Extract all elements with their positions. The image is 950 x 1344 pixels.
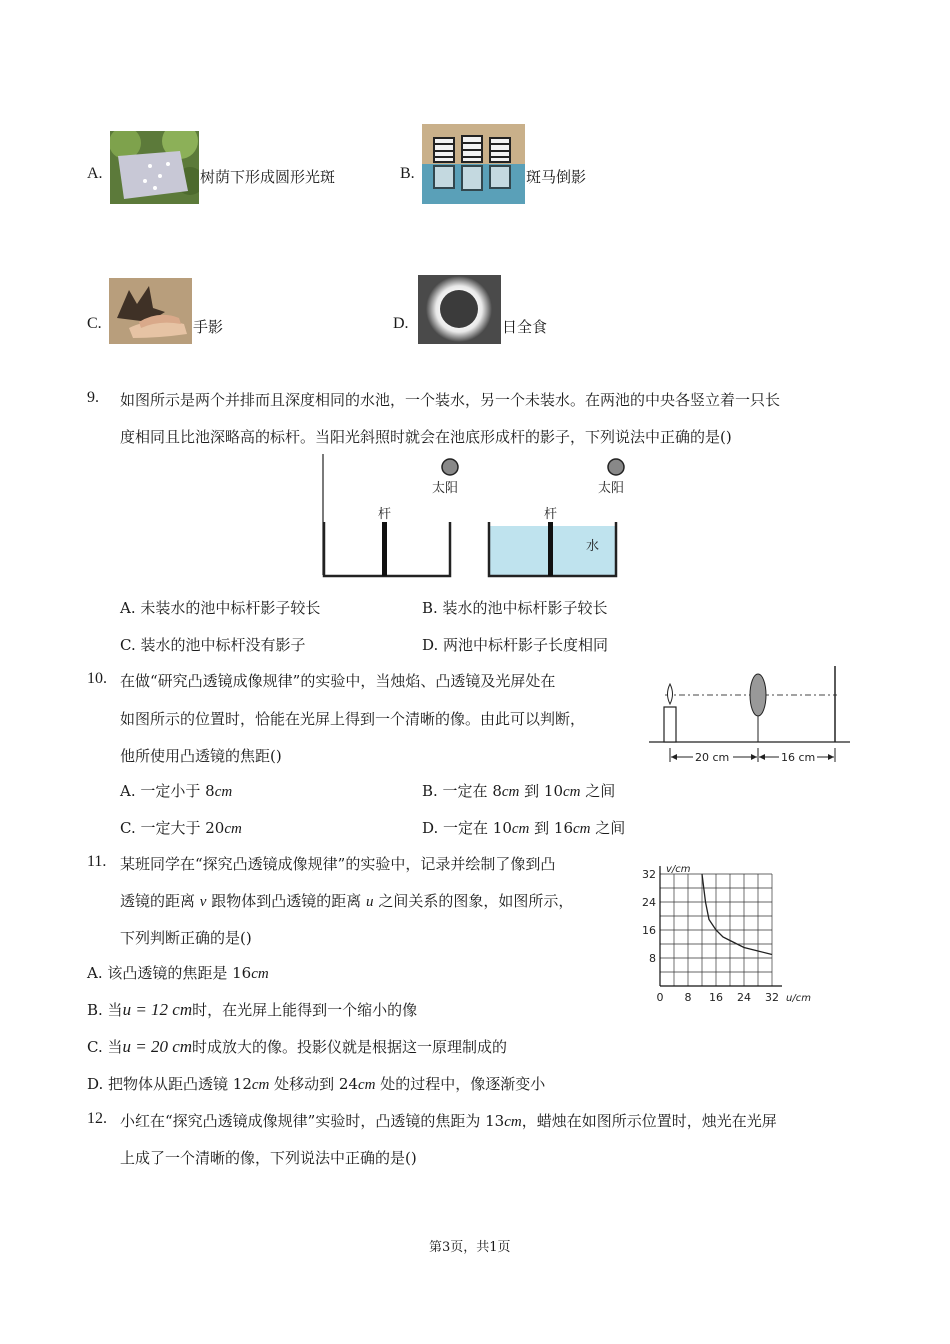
q8-option-c-caption: 手影 — [193, 318, 224, 336]
q9-pool-figure — [318, 452, 638, 584]
q10-lens-figure — [645, 662, 855, 768]
q8-option-b-letter: B. — [400, 165, 415, 182]
q9-option-d: D. 两池中标杆影子长度相同 — [422, 636, 609, 654]
q11-option-c: C. 当u = 20 cm时成放大的像。投影仪就是根据这一原理制成的 — [87, 1037, 508, 1056]
q9-text-line2: 度相同且比池深略高的标杆。当阳光斜照时就会在池底形成杆的影子，下列说法中正确的是() — [120, 428, 732, 446]
x-tick-label: 32 — [765, 991, 779, 1004]
chart-ticks — [642, 868, 779, 1004]
q8-option-a-caption: 树荫下形成圆形光斑 — [200, 168, 336, 186]
q9-option-b: B. 装水的池中标杆影子较长 — [422, 599, 608, 617]
q11-number: 11. — [87, 853, 107, 870]
water-label: 水 — [586, 539, 600, 554]
q8-option-a-letter: A. — [87, 165, 103, 182]
q12-text-line1: 小红在“探究凸透镜成像规律”实验时，凸透镜的焦距为 13cm，蜡烛在如图所示位置时，烛光在光屏 — [120, 1112, 777, 1130]
q11-text-line3: 下列判断正确的是() — [120, 929, 252, 947]
left-sun-label: 太阳 — [432, 481, 459, 496]
q11-text-line1: 某班同学在“探究凸透镜成像规律”的实验中，记录并绘制了像到凸 — [120, 855, 556, 873]
tree-shade-photo — [110, 131, 199, 204]
left-pole-label: 杆 — [378, 507, 392, 522]
y-tick-label: 16 — [642, 924, 656, 937]
chart-series-line — [702, 874, 772, 955]
right-pole — [548, 522, 553, 576]
candle — [664, 707, 676, 742]
hand-shadow-photo — [109, 278, 192, 344]
q10-text-line2: 如图所示的位置时，恰能在光屏上得到一个清晰的像。由此可以判断， — [120, 710, 586, 728]
q8-option-d-caption: 日全食 — [502, 318, 548, 336]
solar-eclipse-photo — [418, 275, 501, 344]
q10-text-line1: 在做“研究凸透镜成像规律”的实验中，当烛焰、凸透镜及光屏处在 — [120, 672, 556, 690]
y-tick-label: 24 — [642, 896, 656, 909]
chart-y-axis-label: v/cm — [666, 864, 691, 875]
q8-option-c-letter: C. — [87, 315, 102, 332]
right-sun-label: 太阳 — [598, 481, 625, 496]
chart-axes — [660, 866, 782, 986]
distance-label-20cm: 20 cm — [695, 751, 730, 764]
left-sun — [442, 459, 458, 475]
q10-option-b: B. 一定在 8cm 到 10cm 之间 — [422, 782, 616, 800]
q11-option-d: D. 把物体从距凸透镜 12cm 处移动到 24cm 处的过程中，像逐渐变小 — [87, 1075, 546, 1093]
left-pole — [382, 522, 387, 576]
page-footer: 第3页，共1页 — [429, 1240, 511, 1255]
chart-x-axis-label: u/cm — [786, 993, 811, 1004]
q10-option-c: C. 一定大于 20cm — [120, 819, 242, 837]
x-tick-label: 0 — [656, 991, 664, 1004]
q11-v-u-chart — [638, 864, 818, 1014]
right-pole-label: 杆 — [544, 507, 558, 522]
q12-number: 12. — [87, 1110, 107, 1127]
x-tick-label: 16 — [709, 991, 723, 1004]
q10-text-line3: 他所使用凸透镜的焦距() — [120, 747, 282, 765]
q8-option-d-letter: D. — [393, 315, 409, 332]
convex-lens — [750, 674, 766, 716]
zebra-reflection-photo — [422, 124, 525, 204]
x-tick-label: 24 — [737, 991, 751, 1004]
q11-option-a: A. 该凸透镜的焦距是 16cm — [87, 964, 269, 982]
q11-option-b: B. 当u = 12 cm时，在光屏上能得到一个缩小的像 — [87, 1000, 418, 1019]
right-sun — [608, 459, 624, 475]
q9-text-line1: 如图所示是两个并排而且深度相同的水池，一个装水，另一个未装水。在两池的中央各竖立着一只长 — [120, 391, 781, 409]
y-tick-label: 8 — [649, 952, 656, 965]
y-tick-label: 32 — [642, 868, 656, 881]
q9-number: 9. — [87, 389, 99, 406]
q8-option-b-caption: 斑马倒影 — [526, 168, 587, 186]
q12-text-line2: 上成了一个清晰的像，下列说法中正确的是() — [120, 1149, 417, 1167]
q10-number: 10. — [87, 670, 107, 687]
q9-option-a: A. 未装水的池中标杆影子较长 — [120, 599, 321, 617]
q10-option-d: D. 一定在 10cm 到 16cm 之间 — [422, 819, 626, 837]
x-tick-label: 8 — [684, 991, 692, 1004]
q10-option-a: A. 一定小于 8cm — [120, 782, 233, 800]
candle-flame — [668, 684, 673, 704]
q11-text-line2: 透镜的距离 v 跟物体到凸透镜的距离 u 之间关系的图象，如图所示， — [120, 892, 574, 910]
q9-option-c: C. 装水的池中标杆没有影子 — [120, 636, 306, 654]
distance-label-16cm: 16 cm — [781, 751, 816, 764]
